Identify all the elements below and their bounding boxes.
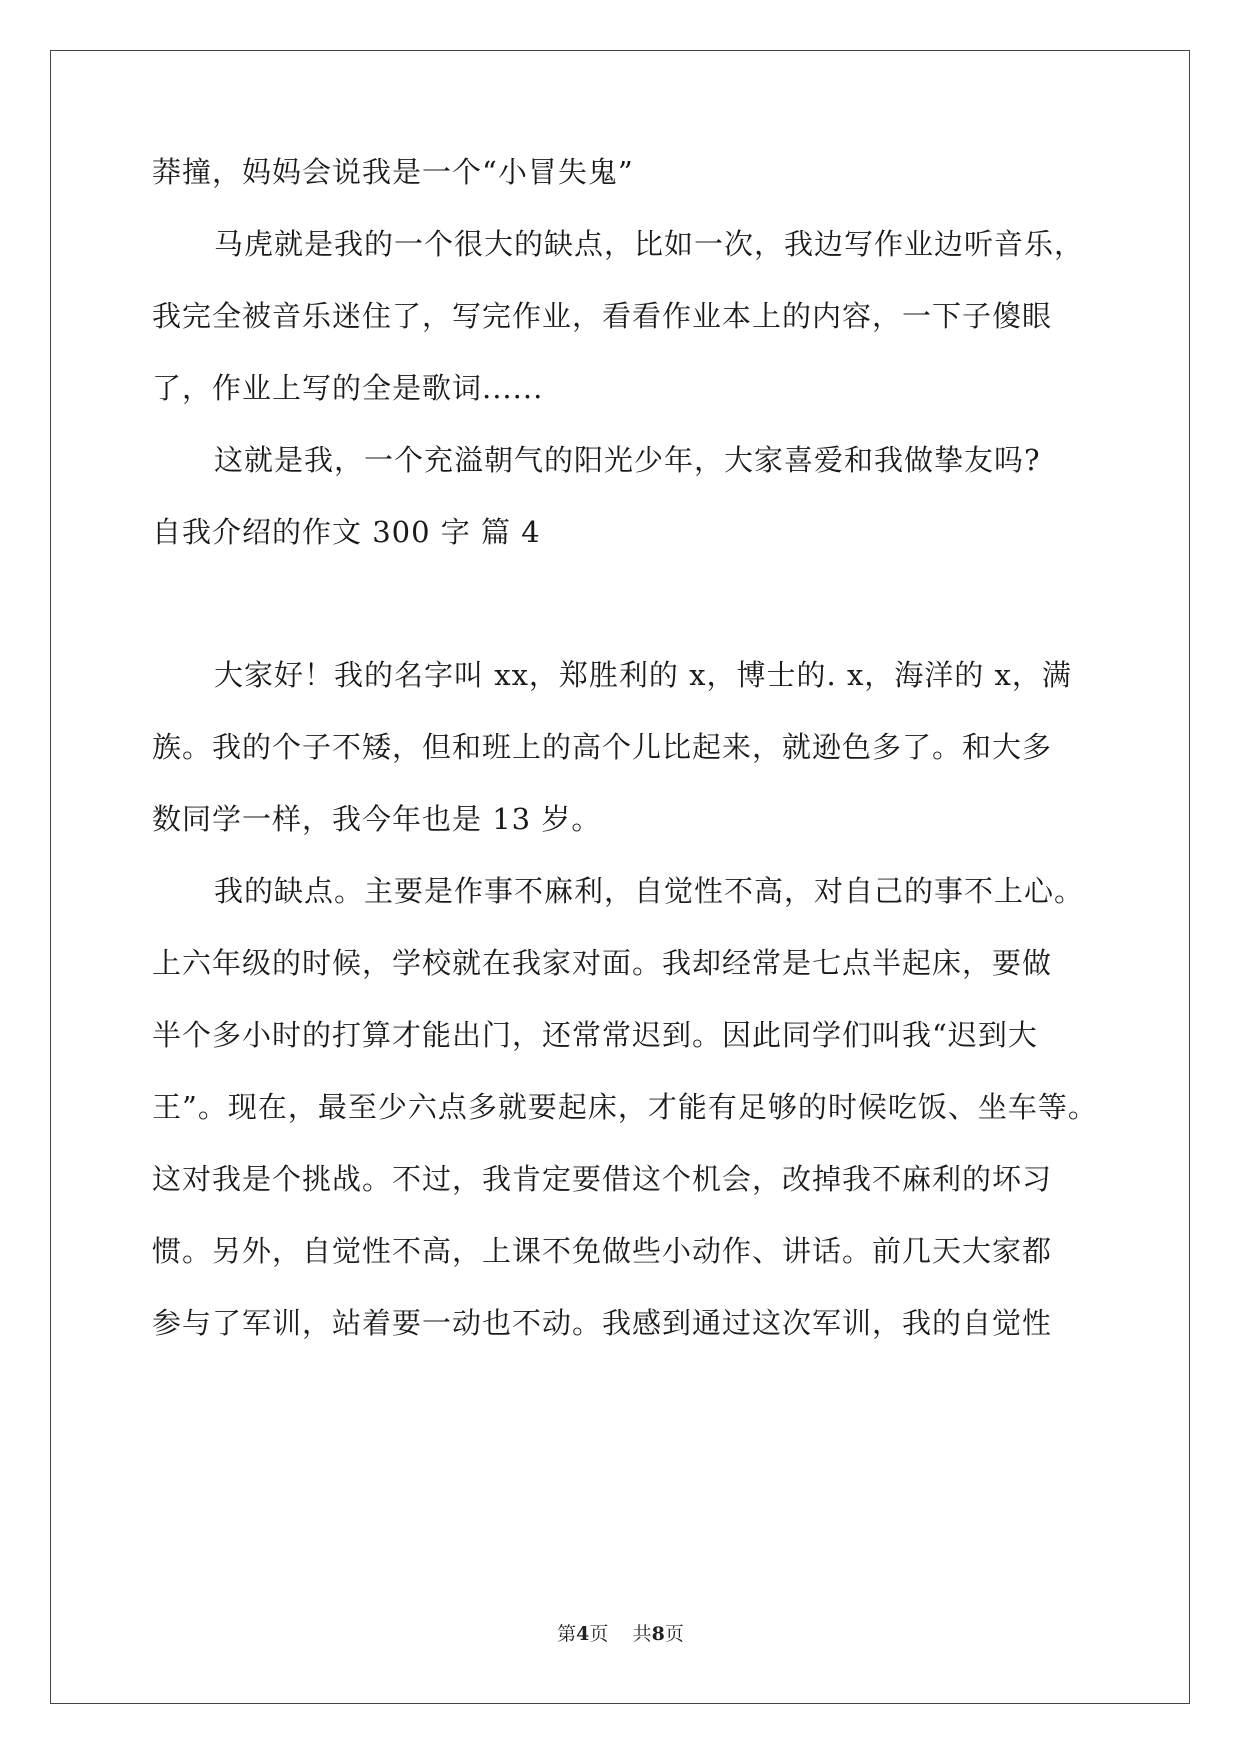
- total-pages-number: 8: [651, 1623, 665, 1645]
- text-line: 王”。现在，最至少六点多就要起床，才能有足够的时候吃饭、坐车等。: [152, 1090, 1098, 1124]
- text-line: 莽撞，妈妈会说我是一个“小冒失鬼”: [152, 155, 634, 189]
- text-line: 这对我是个挑战。不过，我肯定要借这个机会，改掉我不麻利的坏习: [152, 1162, 1053, 1196]
- page-footer: [0, 1622, 1241, 1646]
- text-line: 马虎就是我的一个很大的缺点，比如一次，我边写作业边听音乐，: [214, 227, 1085, 261]
- text-line: 大家好！我的名字叫 xx，郑胜利的 x，博士的. x，海洋的 x，满: [214, 658, 1072, 692]
- text-line: 我完全被音乐迷住了，写完作业，看看作业本上的内容，一下子傻眼: [152, 299, 1053, 333]
- text-line: 这就是我，一个充溢朝气的阳光少年，大家喜爱和我做挚友吗?: [214, 443, 1041, 477]
- section-heading: 自我介绍的作文 300 字 篇 4: [152, 515, 541, 549]
- text-line: 参与了军训，站着要一动也不动。我感到通过这次军训，我的自觉性: [152, 1306, 1053, 1340]
- text-line: 族。我的个子不矮，但和班上的高个儿比起来，就逊色多了。和大多: [152, 730, 1053, 764]
- footer-middle: 页 共: [589, 1623, 652, 1645]
- current-page-number: 4: [576, 1623, 590, 1645]
- text-line: 我的缺点。主要是作事不麻利，自觉性不高，对自己的事不上心。: [214, 874, 1085, 908]
- footer-prefix: 第: [557, 1623, 577, 1645]
- text-line: 上六年级的时候，学校就在我家对面。我却经常是七点半起床，要做: [152, 946, 1053, 980]
- text-line: 惯。另外，自觉性不高，上课不免做些小动作、讲话。前几天大家都: [152, 1234, 1053, 1268]
- text-line: 半个多小时的打算才能出门，还常常迟到。因此同学们叫我“迟到大: [152, 1018, 1038, 1052]
- text-line: 了，作业上写的全是歌词......: [152, 371, 544, 405]
- footer-suffix: 页: [664, 1623, 684, 1645]
- text-line: 数同学一样，我今年也是 13 岁。: [152, 802, 602, 836]
